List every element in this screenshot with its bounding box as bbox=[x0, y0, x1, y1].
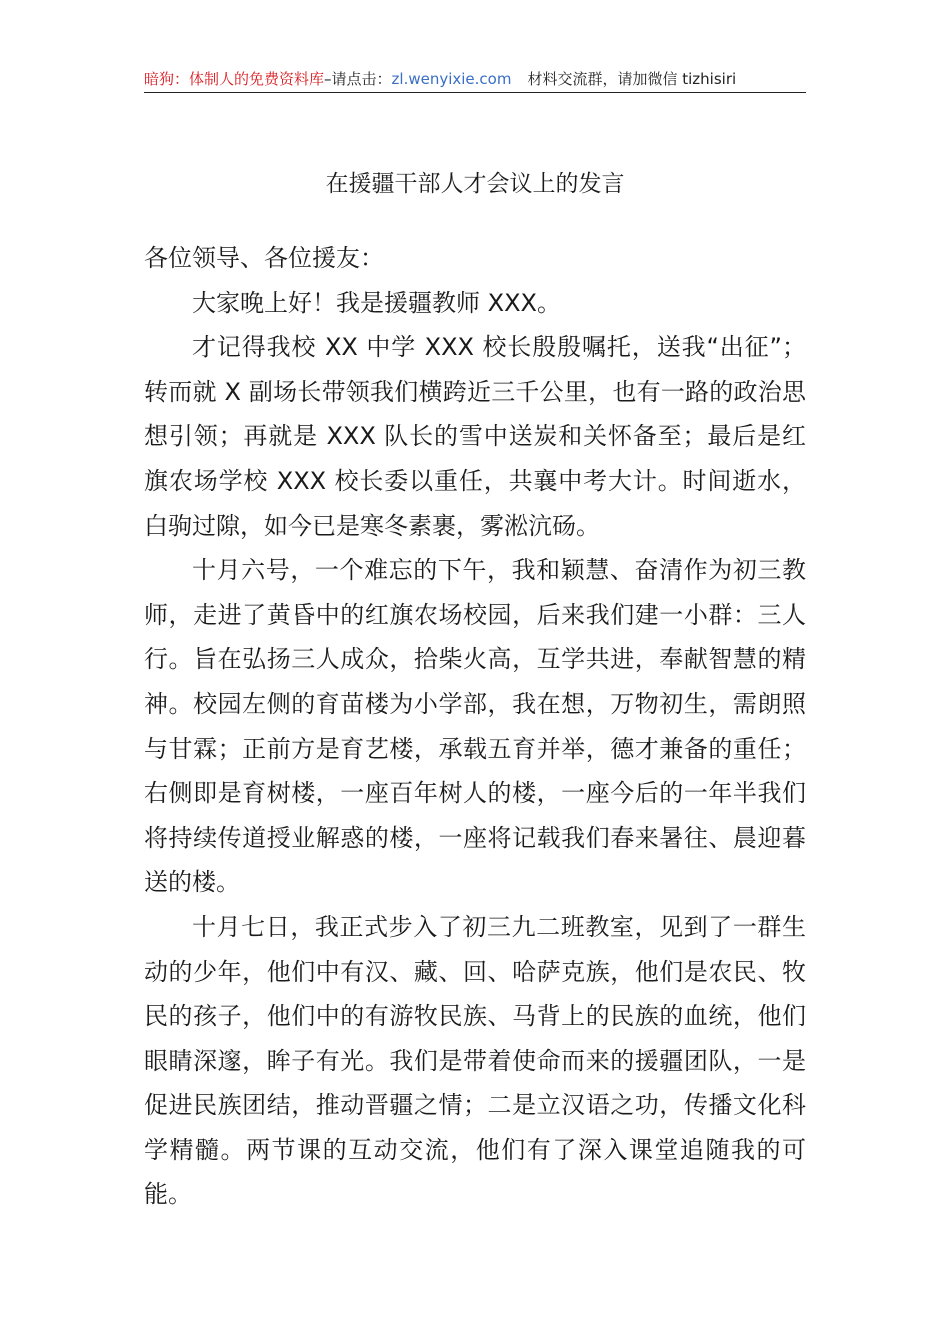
paragraph: 十月七日，我正式步入了初三九二班教室，见到了一群生动的少年，他们中有汉、藏、回、哈萨克族，他们是农民、牧民的孩子，他们中的有游牧民族、马背上的民族的血统，他们眼睛深邃，眸子有光。我们是带着使命而来的援疆团队，一是促进民族团结，推动晋疆之情；二是立汉语之功，传播文化科学精髓。两节课的互动交流，他们有了深入课堂追随我的可能。 bbox=[144, 912, 806, 1209]
header-link[interactable]: zl.wenyixie.com bbox=[391, 70, 512, 88]
paragraph: 大家晚上好！我是援疆教师 XXX。 bbox=[192, 288, 561, 317]
header-prompt: –请点击： bbox=[324, 70, 392, 88]
salutation: 各位领导、各位援友： bbox=[144, 244, 384, 272]
paragraph: 才记得我校 XX 中学 XXX 校长殷殷嘱托，送我“出征”；转而就 X 副场长带领我们横跨近三千公里，也有一路的政治思想引领；再就是 XXX 队长的雪中送炭和关怀备至；最后是红旗农场学校 XXX 校长委以重任，共襄中考大计。时间逝水，白驹过隙，如今已是寒冬素裹，雾淞沆砀。 bbox=[144, 333, 806, 540]
header-brand: 暗狗：体制人的免费资料库 bbox=[144, 70, 325, 88]
document-title: 在援疆干部人才会议上的发言 bbox=[325, 171, 625, 197]
paragraph: 十月六号，一个难忘的下午，我和颖慧、奋清作为初三教师，走进了黄昏中的红旗农场校园，后来我们建一小群：三人行。旨在弘扬三人成众，拾柴火高，互学共进，奉献智慧的精神。校园左侧的育苗楼为小学部，我在想，万物初生，需朗照与甘霖；正前方是育艺楼，承载五育并举，德才兼备的重任；右侧即是育树楼，一座百年树人的楼，一座今后的一年半我们将持续传道授业解惑的楼，一座将记载我们春来暑往、晨迎暮送的楼。 bbox=[144, 556, 806, 897]
header-group-note: 材料交流群，请加微信 tizhisiri bbox=[527, 70, 737, 88]
document-body bbox=[144, 236, 806, 1217]
page-header bbox=[144, 66, 806, 93]
